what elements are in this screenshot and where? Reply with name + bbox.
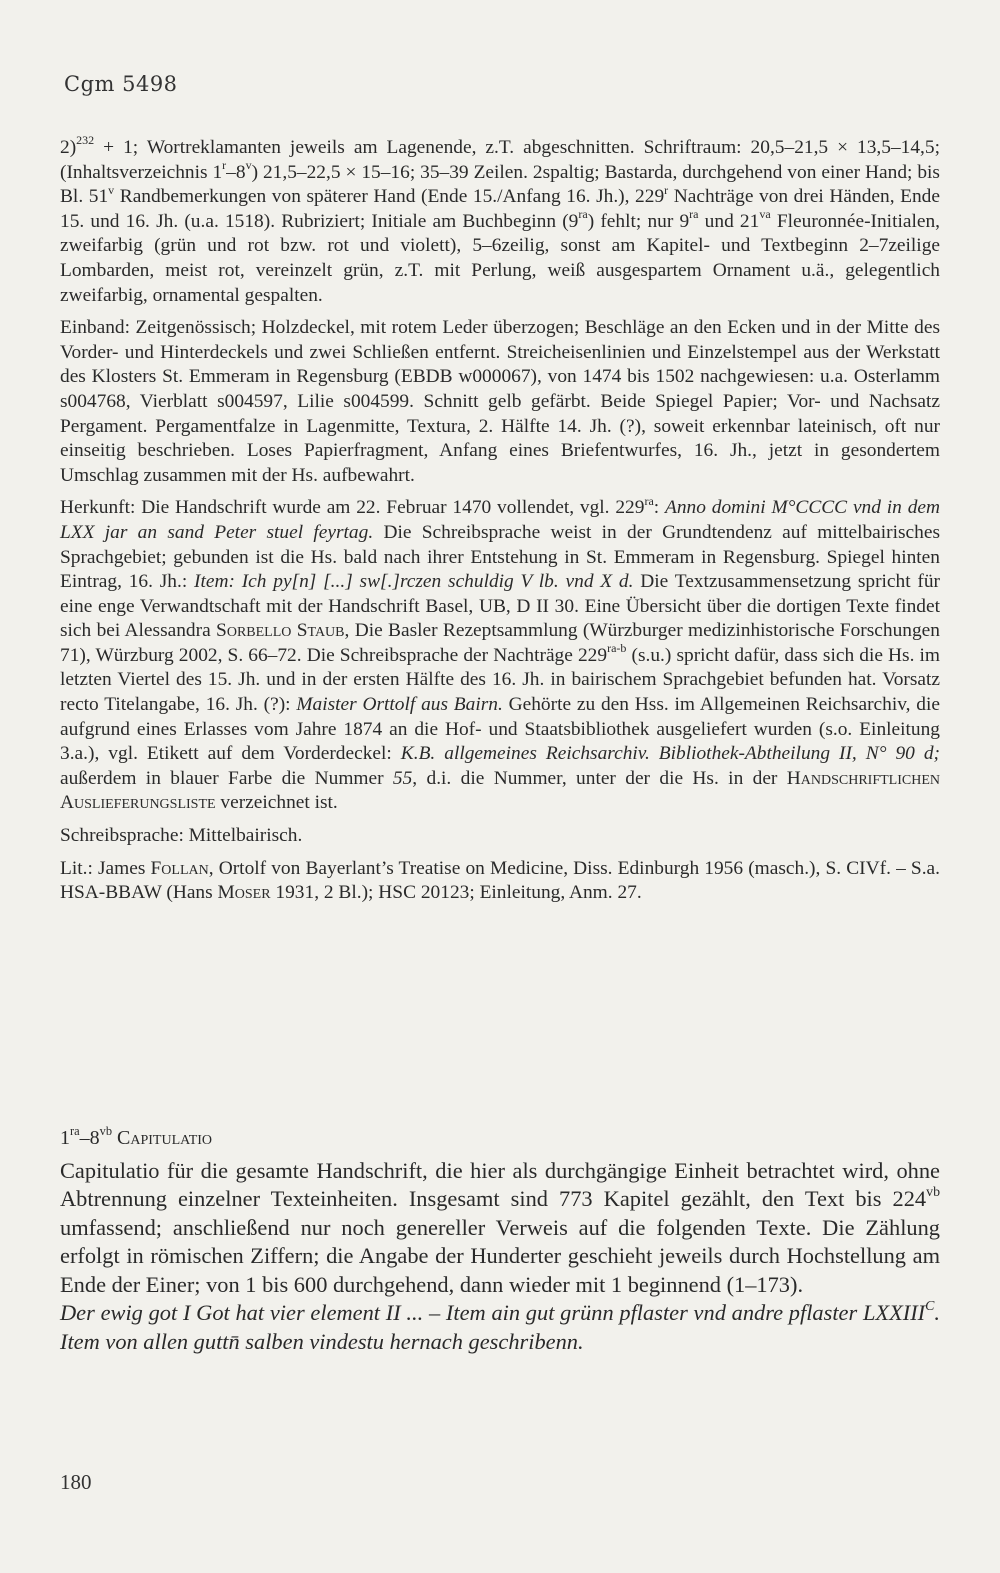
text-run: 2) bbox=[60, 137, 77, 158]
text-run: ) 21,5–22,5 × 15–16; 35–39 Zeilen. 2spaltig; Bastarda, durchgehend von einer Hand; bis Bl. 51 bbox=[60, 161, 940, 208]
literature-paragraph bbox=[60, 857, 940, 906]
superscript: ra bbox=[689, 207, 699, 222]
text-run: 1 bbox=[60, 1127, 70, 1149]
italic-quote: Maister Orttolf aus Bairn. bbox=[296, 694, 503, 716]
section-title: Capitulatio bbox=[117, 1127, 213, 1149]
text-run: , Ortolf von Bayerlant’s Treatise on Medicine, Diss. Edinburgh 1956 (masch.), S. CIVf. – S.a. HSA-BBAW (Hans bbox=[60, 857, 940, 904]
provenance-paragraph bbox=[60, 493, 941, 816]
text-run: 1931, 2 Bl.); HSC 20123; Einleitung, Anm. 27. bbox=[270, 882, 642, 904]
superscript: 232 bbox=[76, 133, 95, 148]
manuscript-description bbox=[60, 133, 941, 914]
text-run: Randbemerkungen von späterer Hand (Ende 15./Anfang 16. Jh.), 229 bbox=[114, 186, 665, 208]
collation-paragraph bbox=[60, 133, 940, 308]
text-run: Lit.: James bbox=[60, 857, 151, 879]
text-run: Gehörte zu den Hss. im Allgemeinen Reichsarchiv, die aufgrund eines Erlasses vom Jahre 1874 an die Hof- und Staatsbibliothek ausgeliefert wurden (s.o. Einleitung 3.a.), vgl. Etikett auf dem Vorderdeckel: bbox=[60, 694, 940, 765]
superscript: ra bbox=[70, 1124, 80, 1139]
binding-paragraph: Einband: Zeitgenössisch; Holzdeckel, mit rotem Leder überzogen; Beschläge an den Ecken und in der Mitte des Vorder- und Hinterdeckels und zwei Schließen entfernt. Streicheisenlinien und Einzelstempel aus der Werkstatt des Klosters St. Emmeram in Regensburg (EBDB w000067), von 1474 bis 1502 nachgewiesen: u.a. Osterlamm s004768, Vierblatt s004597, Lilie s004599. Schnitt gelb gefärbt. Beide Spiegel Papier; Vor- und Nachsatz Pergament. Pergamentfalze in Lagenmitte, Textura, 2. Hälfte 14. Jh. (?), soweit erkennbar lateinisch, oft nur einseitig beschrieben. Loses Papierfragment, Anfang eines Briefentwurfes, 16. Jh., jetzt in gesondertem Umschlag zusammen mit der Hs. aufbewahrt. bbox=[60, 317, 940, 486]
text-section bbox=[60, 1124, 940, 1356]
text-run: verzeichnet ist. bbox=[215, 792, 338, 814]
small-caps-title: Handschriftlichen Auslieferungsliste bbox=[60, 767, 940, 814]
italic-quote: K.B. allgemeines Reichsarchiv. Bibliothek-Abtheilung II, N° 90 d; bbox=[400, 743, 940, 765]
language-paragraph: Schreibsprache: Mittelbairisch. bbox=[60, 825, 303, 847]
italic-quote: . Item von allen guttn̄ salben vindestu hernach geschribenn. bbox=[60, 1300, 940, 1354]
superscript: r bbox=[664, 182, 669, 197]
document-page bbox=[60, 0, 940, 1573]
italic-quote: Item: Ich py[n] [...] sw[.]rczen schuldig V lb. vnd X d. bbox=[194, 571, 634, 593]
superscript: va bbox=[759, 207, 771, 222]
text-run: , d.i. die Nummer, unter der die Hs. in der bbox=[412, 767, 787, 789]
superscript: r bbox=[222, 157, 227, 172]
text-run: Die Textzusammensetzung spricht für eine enge Verwandtschaft mit der Handschrift Basel, UB, D II 30. Eine Übersicht über die dortigen Texte findet sich bei Alessandra bbox=[60, 571, 940, 642]
text-run: , Die Basler Rezeptsammlung (Würzburger medizinhistorische Forschungen 71), Würzburg 2002, S. 66–72. Die Schreibsprache der Nachträge 229 bbox=[60, 620, 940, 666]
italic-quote: Der ewig got I Got hat vier element II ... – Item ain gut grünn pflaster vnd andre pflaster LXXIII bbox=[60, 1300, 926, 1325]
text-run: + 1; Wortreklamanten jeweils am Lagenende, z.T. abgeschnitten. Schriftraum: 20,5–21,5 × 13,5–14,5; (Inhaltsverzeichnis 1 bbox=[60, 137, 940, 183]
author-name: Moser bbox=[217, 882, 271, 904]
superscript: ra-b bbox=[607, 641, 627, 656]
author-name: Follan bbox=[150, 857, 209, 879]
text-run: : bbox=[653, 497, 666, 519]
superscript: vb bbox=[926, 1185, 940, 1201]
section-description bbox=[60, 1157, 940, 1300]
text-run: Capitulatio für die gesamte Handschrift, die hier als durchgängige Einheit betrachtet wird, ohne Abtrennung einzelner Texteinheiten. Insgesamt sind 773 Kapitel gezählt, den Text bis 224 bbox=[60, 1157, 940, 1211]
italic-number: 55 bbox=[392, 767, 413, 789]
text-run: Herkunft: Die Handschrift wurde am 22. Februar 1470 vollendet, vgl. 229 bbox=[60, 497, 645, 519]
text-run: –8 bbox=[226, 161, 246, 183]
section-heading bbox=[60, 1124, 940, 1153]
author-name: Sorbello Staub bbox=[216, 620, 345, 642]
italic-quote: Anno domini M°CCCC vnd in dem LXX jar an sand Peter stuel feyrtag. bbox=[60, 497, 940, 543]
text-run: ) fehlt; nur 9 bbox=[587, 210, 690, 232]
section-incipit bbox=[60, 1299, 940, 1356]
superscript: v bbox=[108, 182, 115, 197]
superscript: ra bbox=[644, 493, 654, 508]
superscript: v bbox=[245, 157, 252, 172]
text-run: und 21 bbox=[698, 210, 760, 232]
text-run: Nachträge von drei Händen, Ende 15. und 16. Jh. (u.a. 1518). Rubriziert; Initiale am Buchbeginn (9 bbox=[60, 186, 940, 232]
superscript: vb bbox=[99, 1124, 113, 1139]
text-run: (s.u.) spricht dafür, dass sich die Hs. im letzten Viertel des 15. Jh. und in der ersten Hälfte des 16. Jh. in bairischem Sprachgebiet befunden hat. Vorsatz recto Titelangabe, 16. Jh. (?): bbox=[60, 644, 941, 716]
running-head: Cgm 5498 bbox=[64, 72, 178, 96]
page-number: 180 bbox=[60, 1470, 92, 1494]
superscript: ra bbox=[578, 207, 588, 222]
text-run: umfassend; anschließend nur noch genereller Verweis auf die folgenden Texte. Die Zählung erfolgt in römischen Ziffern; die Angabe der Hunderter geschieht jeweils durch Hochstellung am Ende der Einer; von 1 bis 600 durchgehend, dann wieder mit 1 beginnend (1–173). bbox=[60, 1214, 940, 1297]
text-run: Fleuronnée-Initialen, zweifarbig (grün und rot bzw. rot und violett), 5–6zeilig, sonst am Kapitel- und Textbeginn 2–7zeilige Lombarden, meist rot, vereinzelt grün, z.T. mit Perlung, weiß ausgespartem Ornament u.ä., gelegentlich zweifarbig, ornamental gespalten. bbox=[60, 210, 940, 306]
text-run: außerdem in blauer Farbe die Nummer bbox=[60, 767, 393, 789]
text-run: Die Schreibsprache weist in der Grundtendenz auf mittelbairisches Sprachgebiet; gebunden ist die Hs. bald nach ihrer Entstehung in St. Emmeram in Regensburg. Spiegel hinten Eintrag, 16. Jh.: bbox=[60, 521, 940, 593]
superscript: C bbox=[925, 1299, 935, 1315]
text-run: –8 bbox=[79, 1127, 100, 1149]
